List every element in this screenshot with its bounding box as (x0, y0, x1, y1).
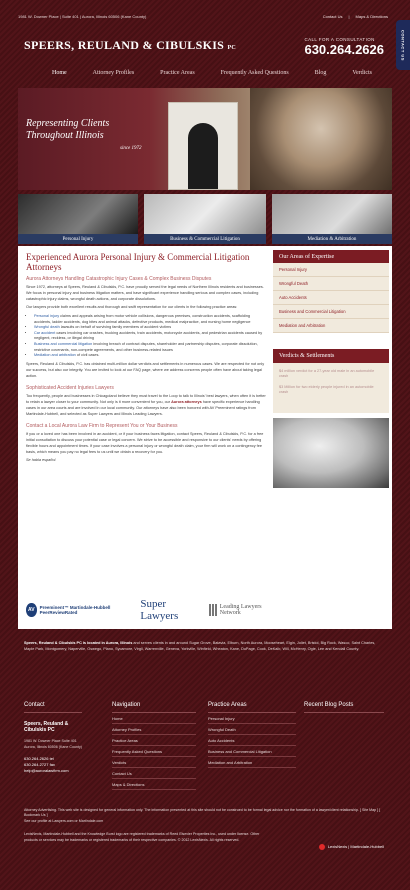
top-contact-link[interactable]: Contact Us (322, 13, 343, 19)
intro-paragraph: Since 1972, attorneys at Speers, Reuland & Cibulskis, P.C. have proudly served the legal needs of Northern Illinois residents and businesses. We focus in personal injury and business litigation matters, and have significant experience handling serious and complex cases, including catastrophic injury claims, wrongful death actions, and corporate dissolutions. (26, 285, 264, 301)
utility-bar (18, 10, 388, 22)
sidebar-item-business-litigation[interactable]: Business and Commercial Litigation (273, 305, 389, 319)
list-item (34, 342, 266, 353)
footer-tel[interactable]: 630.264.2626 tel (24, 756, 54, 761)
hero-tree-image (250, 88, 392, 190)
tile-personal-injury[interactable] (18, 194, 138, 244)
section-heading-contact: Contact a Local Aurora Law Firm to Represent You or Your Business (26, 422, 178, 429)
footer-legal (24, 808, 384, 850)
bullet-text: claims and appeals arising from motor vehicle collisions, dangerous premises, construction accidents, scaffolding accidents, ladder accidents, dog bites and animal attacks, defective products, medical malpractice, and nursing home negligence (34, 314, 251, 324)
footer-contact (24, 702, 82, 774)
local-text-a: Too frequently, people and businesses in Chicagoland believe they must travel to the Loop to talk to Illinois' best lawyers, when often it is better to retain a lawyer closer to your community. Not only is it more convenient for you, our (26, 393, 266, 404)
super-lawyers-logo[interactable]: Super Lawyers (140, 598, 179, 622)
spanish-note: Se habla español. (26, 457, 57, 462)
footer-pa-business-litigation[interactable]: Business and Commercial Litigation (208, 746, 296, 757)
local-text-bold: Aurora attorneys (171, 399, 202, 404)
verdicts-heading: Verdicts & Settlements (273, 349, 389, 363)
list-item (34, 314, 266, 325)
hero-line-2: Throughout Illinois (26, 130, 104, 141)
contact-paragraph: If you or a loved one has been involved in an accident, or if your business faces litigation, contact Speers, Reuland & Cibulskis, P.C. for a free initial consultation to discuss your potential case or legal concern. We strive to be accessible and responsive to our clients' needs by offering flexible hours and appointment times. If your case involves a personal injury or wrongful death claim, your firm will work on a contingency fee basis, which means you pay no legal fees to us until we obtain a recovery for you. (26, 431, 264, 454)
sidebar-item-mediation[interactable]: Mediation and Arbitration (273, 319, 389, 333)
verdict-item[interactable]: $3 Million for two elderly people injured in an automobile crash (279, 385, 374, 394)
footer-pa-heading: Practice Areas (208, 702, 296, 713)
lincoln-statue-image (273, 418, 389, 488)
footer-trademark: LexisNexis, Martindale-Hubbell and the Knowledge Burst logo are registered trademarks of Reed Elsevier Properties Inc., used under license. Other products or services may be trademarks or registered trademarks of their respective companies. © 2012 LexisNexis. All rights reserved. (24, 832, 260, 842)
consultation-label: CALL FOR A CONSULTATION (304, 37, 375, 42)
lexisnexis-logo[interactable] (319, 844, 384, 850)
nav-verdicts[interactable]: Verdicts (352, 70, 372, 76)
local-text-c: have specific experience handling cases in our area courts and are involved in our local community. Our attorneys have also been honored with AV Preeminent ratings from Martindale-Hubbell, and selected as Super Lawyers and Illinois Leading Lawyers. (26, 399, 260, 416)
bullet-link-business-litigation[interactable]: Business and commercial litigation (34, 341, 93, 346)
sidebar-item-personal-injury[interactable]: Personal Injury (273, 263, 389, 277)
footer-blog (304, 702, 384, 713)
footer-fax: 630.264.2727 fax (24, 762, 55, 767)
page-subtitle: Aurora Attorneys Handling Catastrophic Injury Cases & Complex Business Disputes (26, 276, 212, 282)
tile-personal-injury-caption: Personal Injury (18, 234, 138, 244)
bullet-link-wrongful-death[interactable]: Wrongful death (34, 325, 60, 330)
firm-suffix: PC (227, 45, 237, 51)
verdicts-box (273, 349, 389, 413)
tile-business-litigation-caption: Business & Commercial Litigation (144, 234, 266, 244)
main-content (26, 252, 266, 463)
footer-address: 1981 W. Downer Place Suite 401 Aurora, Illinois 60506 (Kane County) (24, 739, 82, 749)
page-title: Experienced Aurora Personal Injury & Commercial Litigation Attorneys (26, 252, 250, 272)
footer-pa-mediation[interactable]: Mediation and Arbitration (208, 757, 296, 768)
tile-mediation-image (272, 194, 392, 234)
main-nav (52, 70, 372, 76)
footer-location-text: and serves clients in and around Sugar Grove, Batavia, Elburn, North Aurora, Mooseheart, Elgin, Joliet, Bristol, Big Rock, Wasco, Saint Charles, Maple Park, Montgomery, Naperville, Oswego, Plano, Sycamore, Virgil, Warrenville, Geneva, Yorkville, Winfield, Wheaton, Kane, DuPage, Cook, DeKalb, Will, McHenry, Ogle, Lee and Kendall County. (24, 641, 376, 651)
local-paragraph (26, 393, 266, 417)
verdicts-list (273, 363, 389, 413)
footer-nav-practice-areas[interactable]: Practice Areas (112, 735, 196, 746)
tile-personal-injury-image (18, 194, 138, 234)
section-heading-lawyers: Sophisticated Accident Injuries Lawyers (26, 384, 114, 391)
footer-contact-heading: Contact (24, 702, 82, 713)
leading-lawyers-text: Leading Lawyers Network (219, 604, 262, 616)
content-panel (18, 246, 392, 629)
hero-line-1: Representing Clients (26, 118, 110, 129)
award-logos (26, 599, 266, 621)
footer-nav-contact[interactable]: Contact Us (112, 768, 196, 779)
practice-intro: Our lawyers provide both excellent results and thorough and swift representation for our clients in the following practice areas: (26, 305, 238, 309)
bullet-text: of civil cases. (75, 353, 100, 358)
practice-list (34, 314, 266, 359)
lexisnexis-text: LexisNexis | Martindale-Hubbell (327, 844, 384, 850)
footer-pa-personal-injury[interactable]: Personal Injury (208, 713, 296, 724)
nav-practice-areas[interactable]: Practice Areas (160, 70, 195, 76)
expertise-heading: Our Areas of Expertise (273, 250, 389, 263)
bullet-link-personal-injury[interactable]: Personal injury (34, 314, 60, 318)
practice-tiles (18, 194, 392, 244)
nav-blog[interactable]: Blog (314, 70, 327, 76)
top-maps-link[interactable]: Maps & Directions (355, 13, 388, 19)
footer-nav-heading: Navigation (112, 702, 196, 713)
verdict-item[interactable]: $4 million verdict for a 27-year old male in an automobile crash (279, 369, 375, 378)
av-rating-logo[interactable] (26, 603, 122, 617)
bullet-link-car-accident[interactable]: Car accident (34, 330, 56, 335)
tile-business-litigation-image (144, 194, 266, 234)
bullet-link-mediation[interactable]: Mediation and arbitration (34, 353, 76, 358)
top-separator: | (348, 13, 350, 19)
footer-navigation (112, 702, 196, 790)
leading-lawyers-icon (209, 604, 217, 616)
footer-email[interactable]: help@auroralawfirm.com (24, 768, 69, 773)
av-badge-icon: AV (26, 603, 37, 617)
contact-us-tab[interactable]: CONTACT US (396, 20, 410, 70)
list-item (34, 353, 266, 359)
footer-nav-maps[interactable]: Maps & Directions (112, 779, 196, 790)
hero-door-image (188, 123, 218, 189)
footer-service-area (24, 640, 384, 652)
footer-nav-attorney-profiles[interactable]: Attorney Profiles (112, 724, 196, 735)
nav-faq[interactable]: Frequently Asked Questions (220, 70, 289, 76)
footer-practice-areas (208, 702, 296, 768)
footer-profile-link[interactable]: See our profile at Lawyers.com or Martindale.com (24, 818, 104, 823)
bullet-text: lawsuits on behalf of surviving family members of accident victims (59, 325, 172, 330)
footer-nav-faq[interactable]: Frequently Asked Questions (112, 746, 196, 757)
firm-logo[interactable] (24, 38, 236, 53)
av-rating-text: Preeminent™ Martindale-Hubbell PeerReviewRated (39, 605, 111, 615)
footer-pa-wrongful-death[interactable]: Wrongful Death (208, 724, 296, 735)
consultation-phone[interactable]: 630.264.2626 (304, 42, 384, 57)
leading-lawyers-logo[interactable] (209, 604, 266, 616)
bullet-text: involving breach of contract disputes, shareholder and partnership disputes, corporate dissolution, restrictive covenants, non-compete agreements, and other business-related issues (34, 341, 258, 352)
firm-name: SPEERS, REULAND & CIBULSKIS (24, 38, 225, 52)
tile-mediation-caption: Mediation & Arbitration (272, 234, 392, 244)
footer-nav-home[interactable]: Home (112, 713, 196, 724)
nav-attorney-profiles[interactable]: Attorney Profiles (92, 70, 135, 76)
consultation-callout (304, 37, 384, 57)
nav-home[interactable]: Home (52, 70, 67, 76)
bullet-text: cases involving car crashes, trucking accidents, train accidents, motorcycle accidents, and pedestrian accidents caused by negligent, reckless, or illegal driving (34, 330, 263, 341)
results-paragraph: Speers, Reuland & Cibulskis, P.C. has obtained multi-million dollar verdicts and settlements in numerous cases. We are respected for not only our success, but also our integrity. You are invited to look at our FAQ page, where we address concerns people often have about taking legal action. (26, 361, 265, 378)
top-address: 1981 W. Downer Place | Suite 401 | Aurora, Illinois 60506 (Kane County) (18, 13, 147, 19)
sidebar-item-auto-accidents[interactable]: Auto Accidents (273, 291, 389, 305)
expertise-sidebar (273, 250, 389, 333)
footer-disclaimer: Attorney Advertising. This web site is designed for general information only. The information presented at this site should not be construed to be formal legal advice nor the formation of a lawyer/client relationship. [ Site Map ] [ Bookmark Us ] (24, 808, 381, 818)
footer-firm-name: Speers, Reuland & Cibulskis PC (24, 721, 69, 733)
footer-phones (24, 756, 82, 774)
hero-banner (18, 88, 392, 190)
hero-since: since 1972 (120, 146, 142, 151)
footer-location-bold: Speers, Reuland & Cibulskis PC is located in Aurora, Illinois (24, 641, 133, 645)
tile-business-litigation[interactable] (144, 194, 266, 244)
sidebar-item-wrongful-death[interactable]: Wrongful Death (273, 277, 389, 291)
hero-slogan (26, 118, 109, 142)
lexisnexis-icon (319, 844, 325, 850)
footer-pa-auto-accidents[interactable]: Auto Accidents (208, 735, 296, 746)
footer-blog-heading: Recent Blog Posts (304, 702, 384, 713)
list-item (34, 331, 266, 342)
footer-nav-verdicts[interactable]: Verdicts (112, 757, 196, 768)
tile-mediation[interactable] (272, 194, 392, 244)
